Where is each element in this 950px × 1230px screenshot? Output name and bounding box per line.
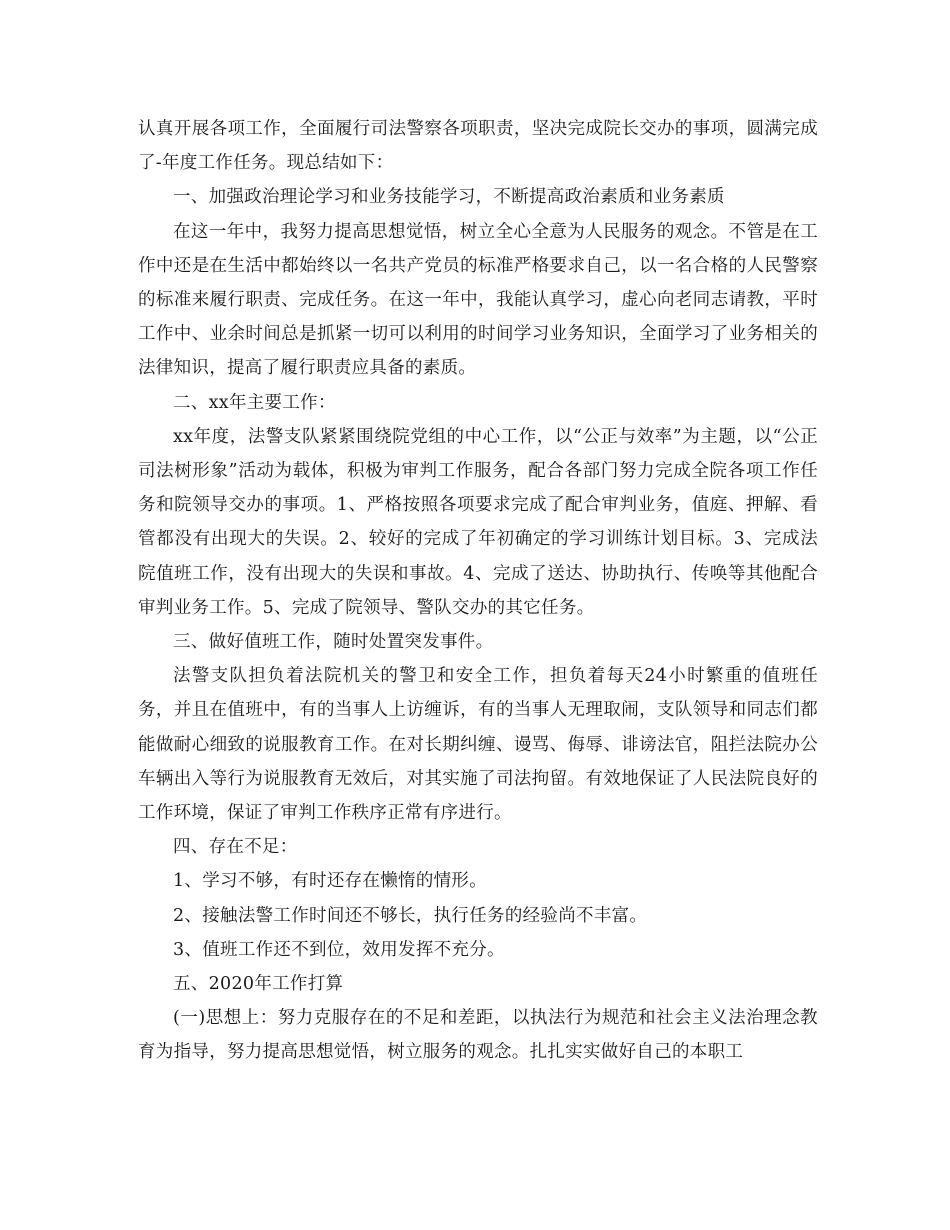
section-heading-4: 四、存在不足： [173,837,298,858]
section-heading-5: 五、2020年工作打算 [173,974,344,995]
section-heading-3: 三、做好值班工作，随时处置突发事件。 [173,632,494,653]
shortcoming-item-1: 1、学习不够，有时还存在懒惰的情形。 [173,871,488,892]
intro-paragraph: 认真开展各项工作，全面履行司法警察各项职责，坚决完成院长交办的事项，圆满完成了-年度工作任务。现总结如下： [138,119,818,174]
section-heading-1: 一、加强政治理论学习和业务技能学习，不断提高政治素质和业务素质 [173,187,725,208]
document-body [138,112,818,1070]
section-paragraph-3: 法警支队担负着法院机关的警卫和安全工作，担负着每天24小时繁重的值班任务，并且在值班中，有的当事人上访缠诉，有的当事人无理取闹，支队领导和同志们都能做耐心细致的说服教育工作。在对长期纠缠、谩骂、侮辱、诽谤法官，阻拦法院办公车辆出入等行为说服教育无效后，对其实施了司法拘留。有效地保证了人民法院良好的工作环境，保证了审判工作秩序正常有序进行。 [138,666,818,824]
plan-paragraph-1: (一)思想上：努力克服存在的不足和差距，以执法行为规范和社会主义法治理念教育为指导，努力提高思想觉悟，树立服务的观念。扎扎实实做好自己的本职工 [138,1008,818,1063]
section-paragraph-1: 在这一年中，我努力提高思想觉悟，树立全心全意为人民服务的观念。不管是在工作中还是在生活中都始终以一名共产党员的标准严格要求自己，以一名合格的人民警察的标准来履行职责、完成任务。在这一年中，我能认真学习，虚心向老同志请教，平时工作中、业余时间总是抓紧一切可以利用的时间学习业务知识，全面学习了业务相关的法律知识，提高了履行职责应具备的素质。 [138,221,818,379]
shortcoming-item-2: 2、接触法警工作时间还不够长，执行任务的经验尚不丰富。 [173,905,648,926]
shortcoming-item-3: 3、值班工作还不到位，效用发挥不充分。 [173,939,505,960]
section-paragraph-2: xx年度，法警支队紧紧围绕院党组的中心工作，以“公正与效率”为主题，以“公正司法树形象”活动为载体，积极为审判工作服务，配合各部门努力完成全院各项工作任务和院领导交办的事项。1、严格按照各项要求完成了配合审判业务，值庭、押解、看管都没有出现大的失误。2、较好的完成了年初确定的学习训练计划目标。3、完成法院值班工作，没有出现大的失误和事故。4、完成了送达、协助执行、传唤等其他配合审判业务工作。5、完成了院领导、警队交办的其它任务。 [138,426,818,618]
section-heading-2: 二、xx年主要工作： [173,392,336,413]
